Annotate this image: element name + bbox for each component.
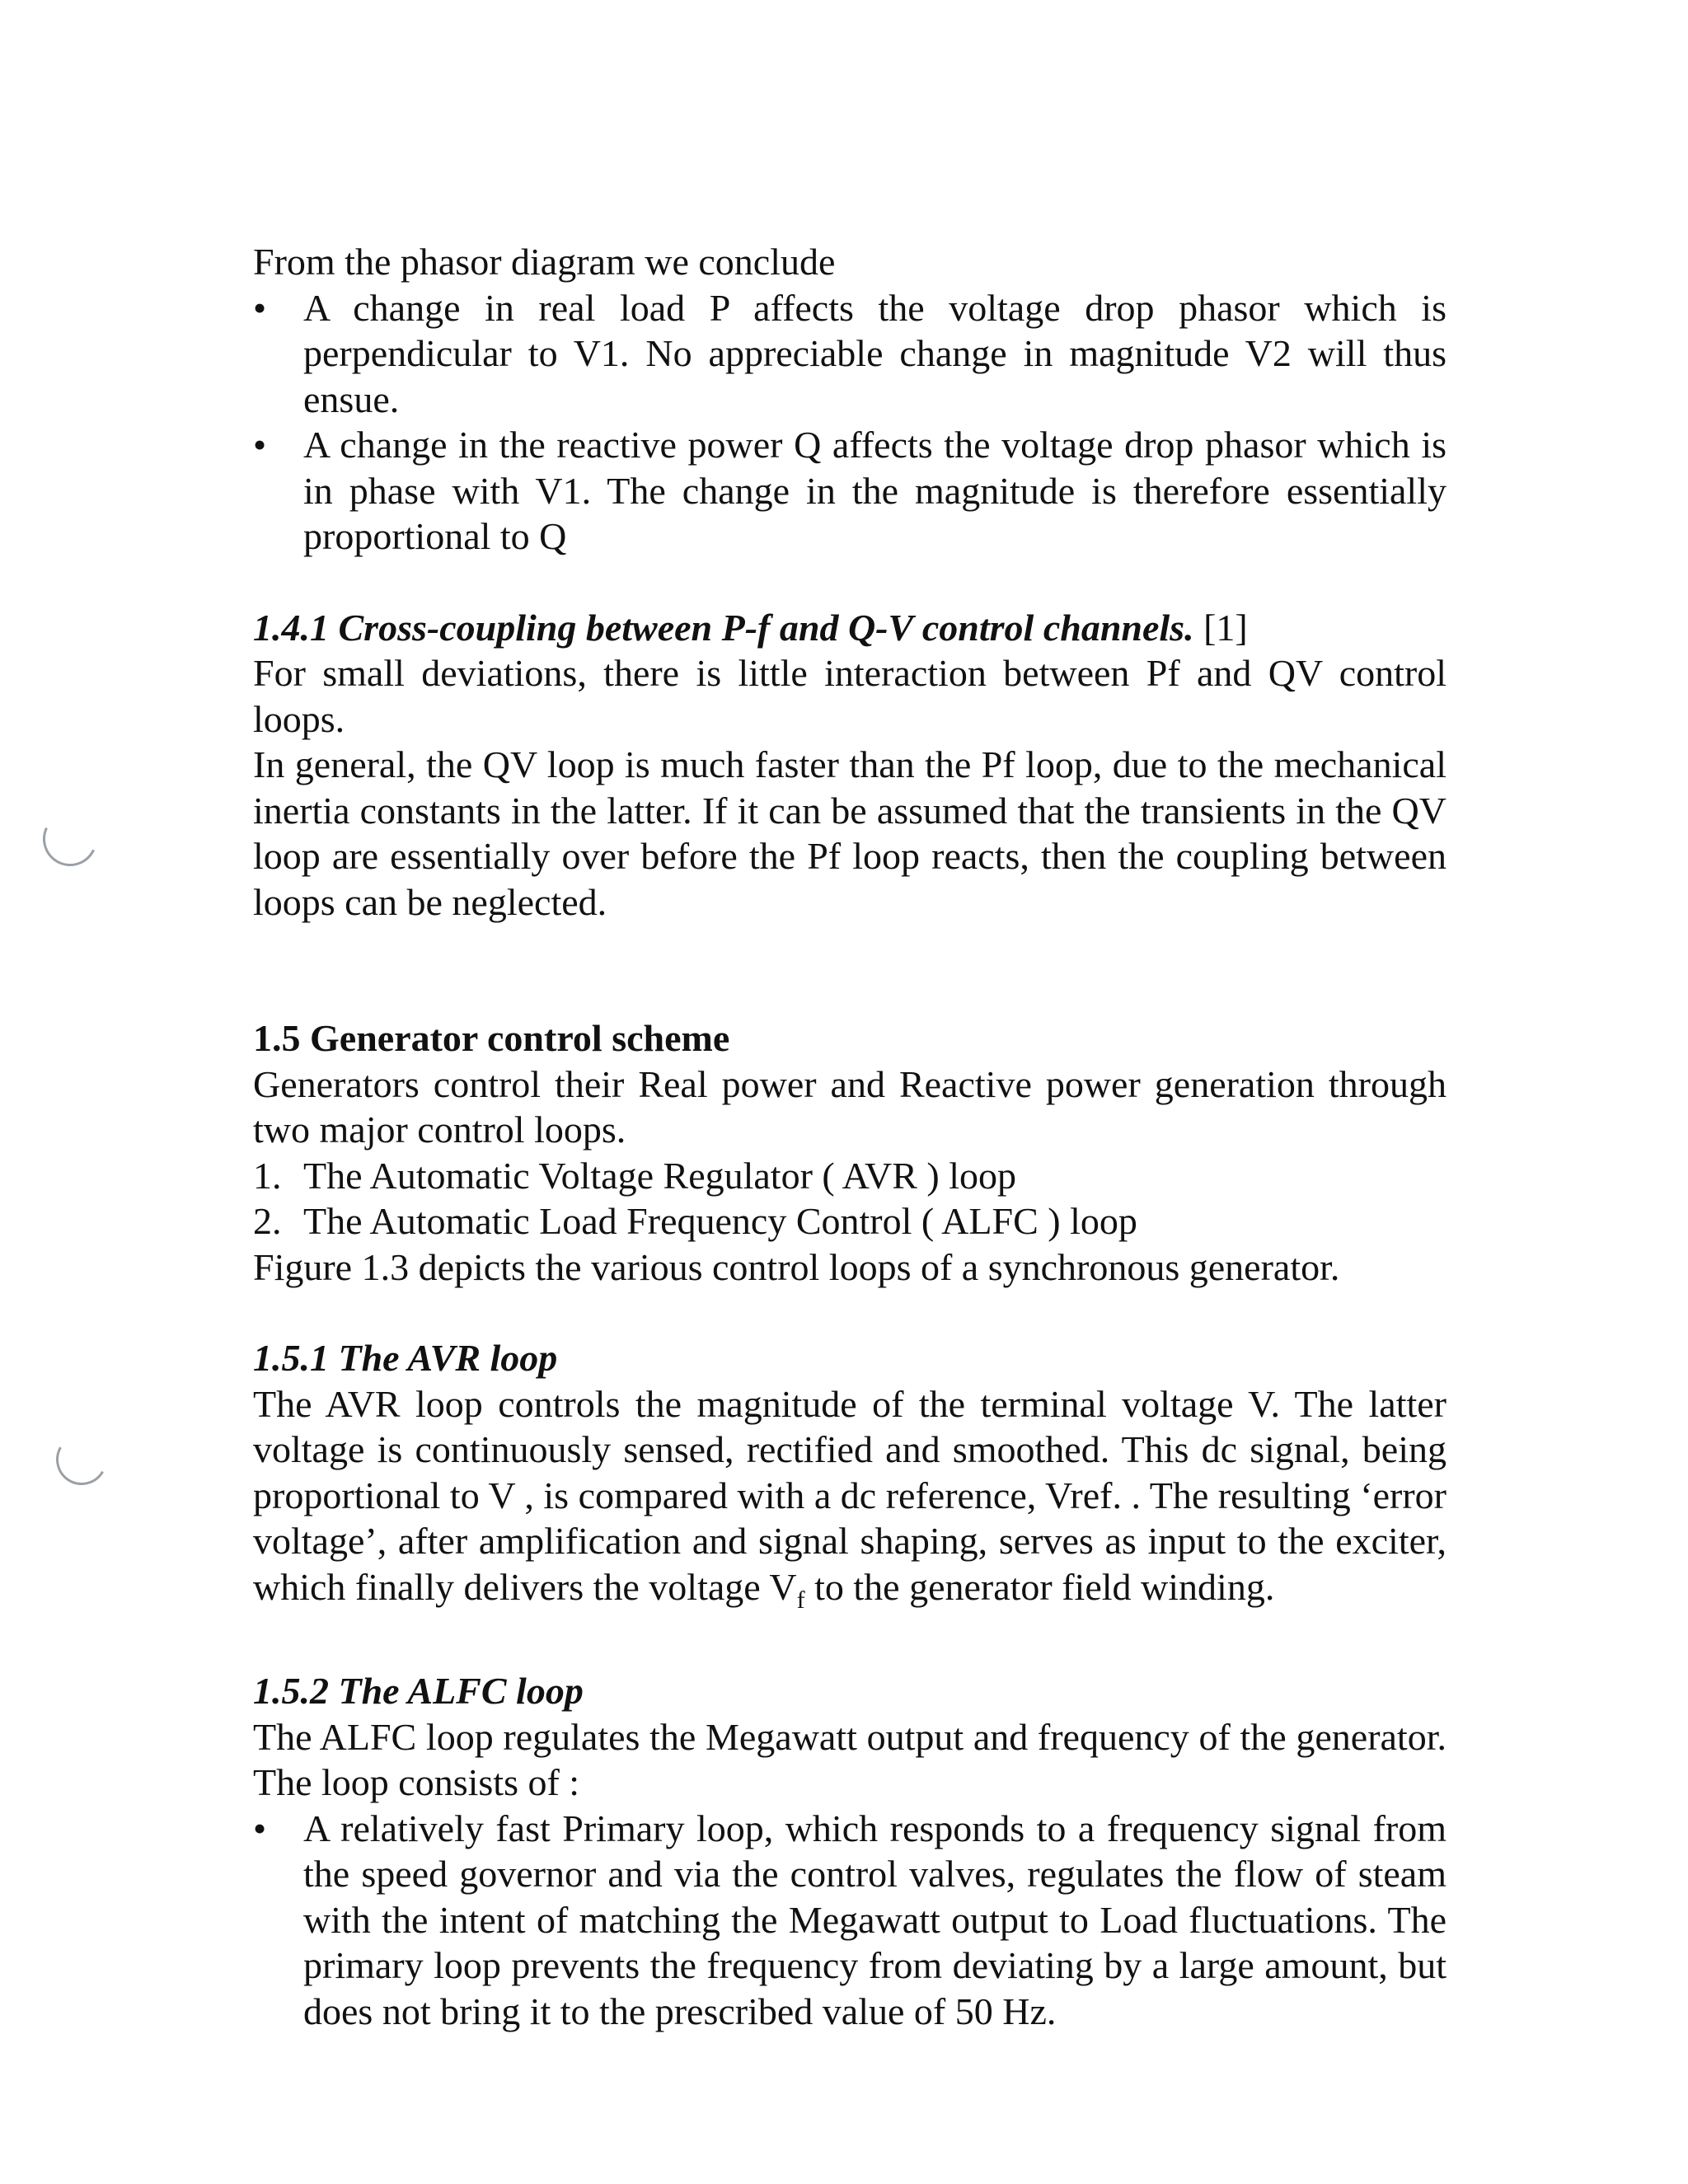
scan-artifact-mark [50,1428,113,1491]
bullet-text: A relatively fast Primary loop, which responds to a frequency signal from the speed governor and via the control valves, regulates the flow of steam with the intent of matching the Megawatt output to Load fluctuations. The primary loop prevents the frequency from deviating by a large amount, but does not bring it to the prescribed value of 50 Hz. [303,1807,1447,2032]
section-number: 1.5 [253,1017,301,1059]
numbered-item [253,1153,1447,1199]
bullet-icon: • [253,1807,267,1849]
paragraph: Figure 1.3 depicts the various control loops of a synchronous generator. [253,1245,1340,1288]
item-text: The Automatic Voltage Regulator ( AVR ) loop [303,1154,1016,1197]
section-number: 1.5.2 [253,1670,329,1713]
item-number: 2. [253,1200,282,1242]
paragraph: The ALFC loop regulates the Megawatt output and frequency of the generator. The loop consists of : [253,1715,1447,1804]
intro-text: From the phasor diagram we conclude [253,241,836,283]
section-heading-1-5-2 [253,1668,1447,1714]
paragraph: For small deviations, there is little interaction between Pf and QV control loops. [253,652,1447,740]
citation: [1] [1203,606,1248,649]
bullet-icon: • [253,424,267,466]
subscript: f [796,1586,805,1614]
item-number: 1. [253,1154,282,1197]
section-number: 1.5.1 [253,1337,329,1379]
list-item [253,422,1447,560]
list-item [253,285,1447,423]
section-title: Generator control scheme [310,1017,730,1059]
section-heading-1-4-1 [253,605,1447,651]
section-heading-1-5 [253,1015,1447,1062]
section-number: 1.4.1 [253,606,329,649]
list-item [253,1806,1447,2035]
bullet-text: A change in the reactive power Q affects the voltage drop phasor which is in phase with V1. The change in the magnitude is therefore essentially proportional to Q [303,424,1447,557]
bullet-icon: • [253,286,267,329]
paragraph: In general, the QV loop is much faster than the Pf loop, due to the mechanical inertia constants in the latter. If it can be assumed that the transients in the QV loop are essentially over before the Pf loop reacts, then the coupling between loops can be neglected. [253,743,1447,923]
bullet-text: A change in real load P affects the voltage drop phasor which is perpendicular to V1. No appreciable change in magnitude V2 will thus ensue. [303,286,1447,420]
paragraph: The AVR loop controls the magnitude of the terminal voltage V. The latter voltage is continuously sensed, rectified and smoothed. This dc signal, being proportional to V , is compared with a dc reference, Vref. . The resulting ‘error voltage’, after amplification and signal shaping, serves as input to the exciter, which finally delivers the voltage $V_f$ to the generator field winding. [253,1382,1447,1614]
section-title: The ALFC loop [338,1670,584,1713]
document-page [253,239,1447,2034]
section-title: Cross-coupling between P-f and Q-V control channels. [338,606,1194,649]
numbered-item [253,1198,1447,1244]
paragraph: Generators control their Real power and Reactive power generation through two major control loops. [253,1062,1447,1151]
item-text: The Automatic Load Frequency Control ( ALFC ) loop [303,1200,1137,1242]
section-heading-1-5-1 [253,1335,1447,1381]
scan-artifact-mark [35,804,106,874]
section-title: The AVR loop [338,1337,558,1379]
